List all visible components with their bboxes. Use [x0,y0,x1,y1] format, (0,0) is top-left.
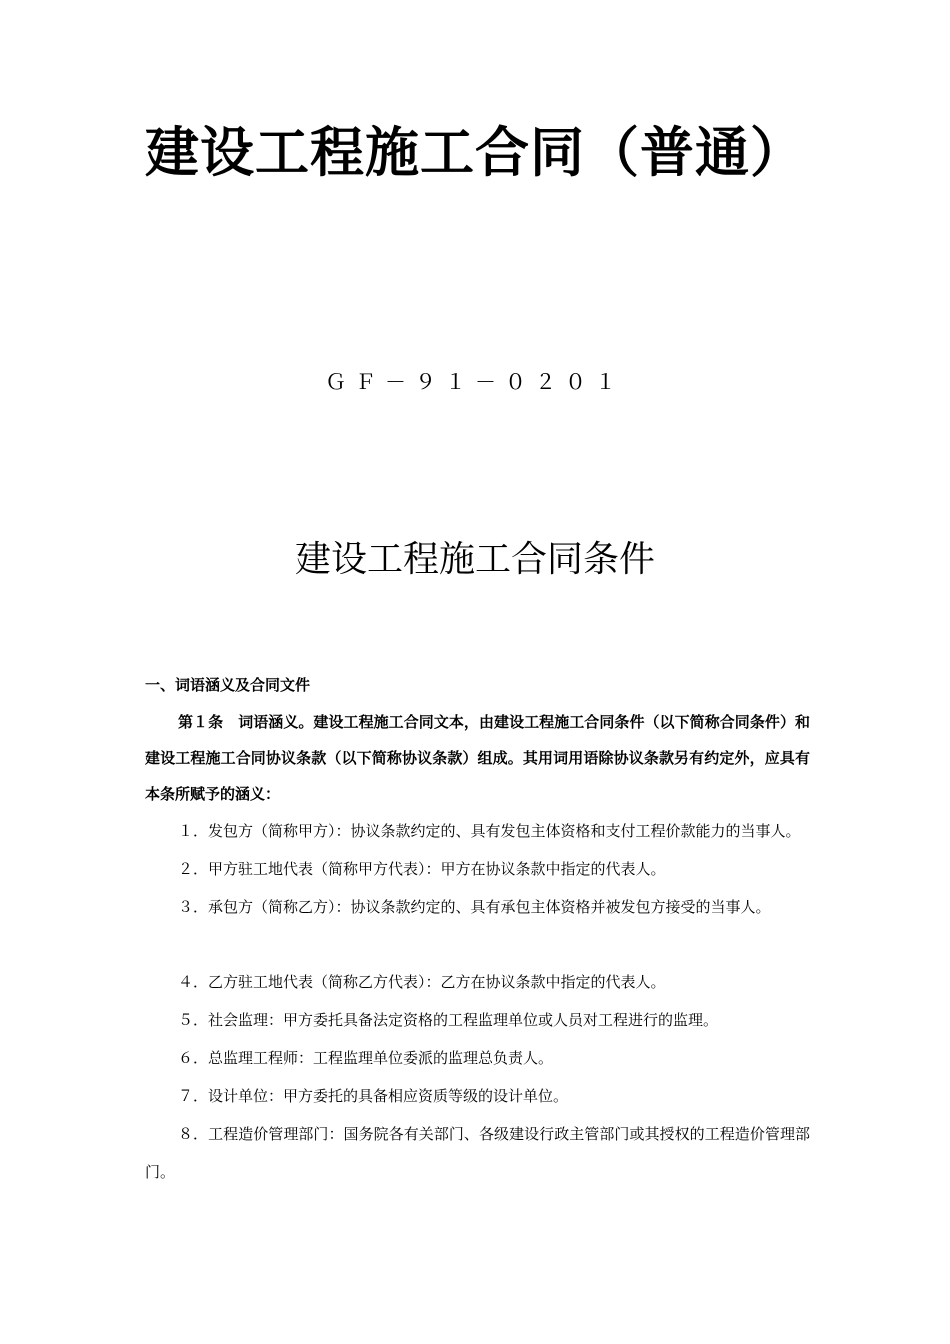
article-1: 第１条 词语涵义。建设工程施工合同文本，由建设工程施工合同条件（以下简称合同条件）和建设工程施工合同协议条款（以下简称协议条款）组成。其用词用语除协议条款另有约定外，应具有本条所赋予的涵义： [145,713,810,803]
definition-item: ３．承包方（简称乙方）：协议条款约定的、具有承包主体资格并被发包方接受的当事人。 [178,898,771,916]
definition-item: ２．甲方驻工地代表（简称甲方代表）：甲方在协议条款中指定的代表人。 [178,860,666,878]
body-text [145,670,810,1191]
definition-item: ７．设计单位：甲方委托的具备相应资质等级的设计单位。 [178,1087,569,1105]
definition-item: ５．社会监理：甲方委托具备法定资格的工程监理单位或人员对工程进行的监理。 [178,1011,719,1029]
section-heading: 一、词语涵义及合同文件 [145,676,311,694]
main-title: 建设工程施工合同（普通） [145,120,805,184]
definition-item: ４．乙方驻工地代表（简称乙方代表）：乙方在协议条款中指定的代表人。 [178,973,666,991]
document-code: ＧＦ－９１－０２０１ [325,370,625,394]
definition-item: ６．总监理工程师：工程监理单位委派的监理总负责人。 [178,1049,554,1067]
definition-item: １．发包方（简称甲方）：协议条款约定的、具有发包主体资格和支付工程价款能力的当事人。 [178,822,801,840]
paragraph-gap [145,926,810,963]
definition-item: ８．工程造价管理部门：国务院各有关部门、各级建设行政主管部门或其授权的工程造价管理部门。 [145,1125,810,1181]
subtitle: 建设工程施工合同条件 [294,539,655,580]
